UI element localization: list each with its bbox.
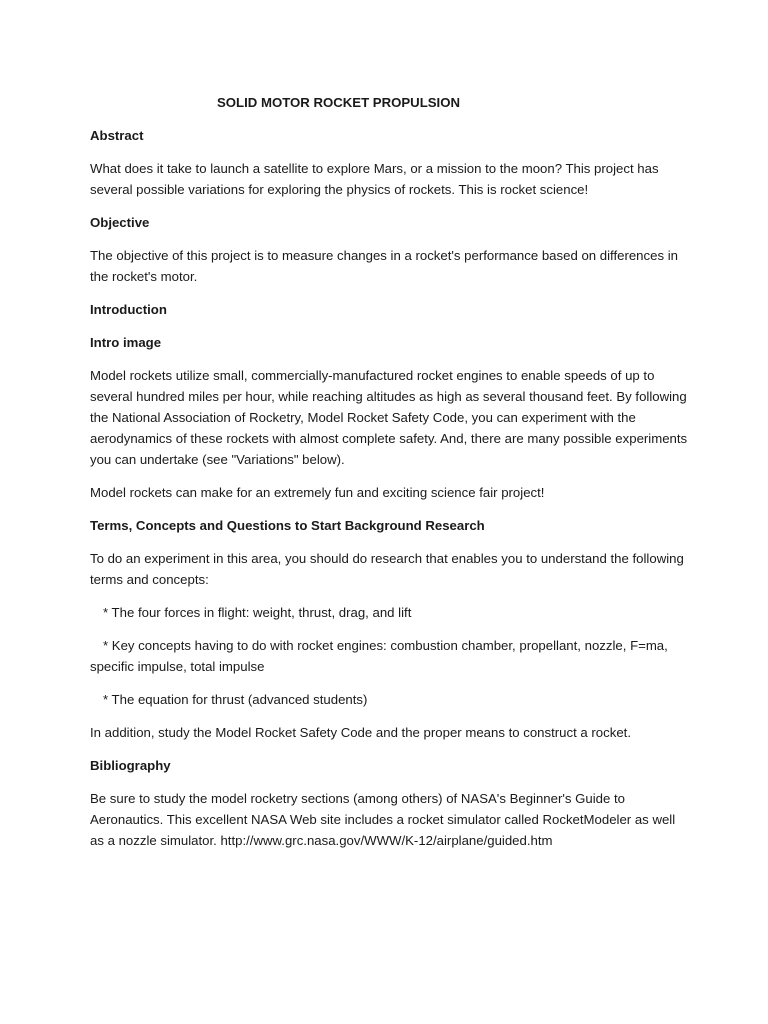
objective-text: The objective of this project is to measure changes in a rocket's performance based on differences in the rocket's motor. [90, 248, 678, 284]
bullet-item: * Key concepts having to do with rocket engines: combustion chamber, propellant, nozzle, F=ma, specific impulse, total impulse [90, 638, 668, 674]
document-title: SOLID MOTOR ROCKET PROPULSION [217, 95, 461, 110]
intro-paragraph-2: Model rockets can make for an extremely fun and exciting science fair project! [90, 485, 545, 500]
objective-heading: Objective [90, 215, 150, 230]
bullet-item: * The four forces in flight: weight, thrust, drag, and lift [103, 605, 412, 620]
document-page [90, 84, 690, 851]
bullet-item: * The equation for thrust (advanced students) [103, 692, 368, 707]
terms-intro: To do an experiment in this area, you should do research that enables you to understand the following terms and concepts: [90, 551, 684, 587]
abstract-heading: Abstract [90, 128, 144, 143]
bibliography-heading: Bibliography [90, 758, 171, 773]
introduction-heading: Introduction [90, 302, 167, 317]
intro-paragraph-1: Model rockets utilize small, commercially-manufactured rocket engines to enable speeds of up to several hundred miles per hour, while reaching altitudes as high as several thousand feet. By following the National Association of Rocketry, Model Rocket Safety Code, you can experiment with the aerodynamics of these rockets with almost complete safety. And, there are many possible experiments you can undertake (see "Variations" below). [90, 368, 688, 467]
terms-heading: Terms, Concepts and Questions to Start Background Research [90, 518, 485, 533]
intro-image-heading: Intro image [90, 335, 162, 350]
terms-closing: In addition, study the Model Rocket Safety Code and the proper means to construct a rocket. [90, 725, 631, 740]
bibliography-text: Be sure to study the model rocketry sections (among others) of NASA's Beginner's Guide to Aeronautics. This excellent NASA Web site includes a rocket simulator called RocketModeler as well as a nozzle simulator. http://www.grc.nasa.gov/WWW/K-12/airplane/guided.htm [90, 791, 676, 848]
abstract-text: What does it take to launch a satellite to explore Mars, or a mission to the moon? This project has several possible variations for exploring the physics of rockets. This is rocket science! [90, 161, 659, 197]
